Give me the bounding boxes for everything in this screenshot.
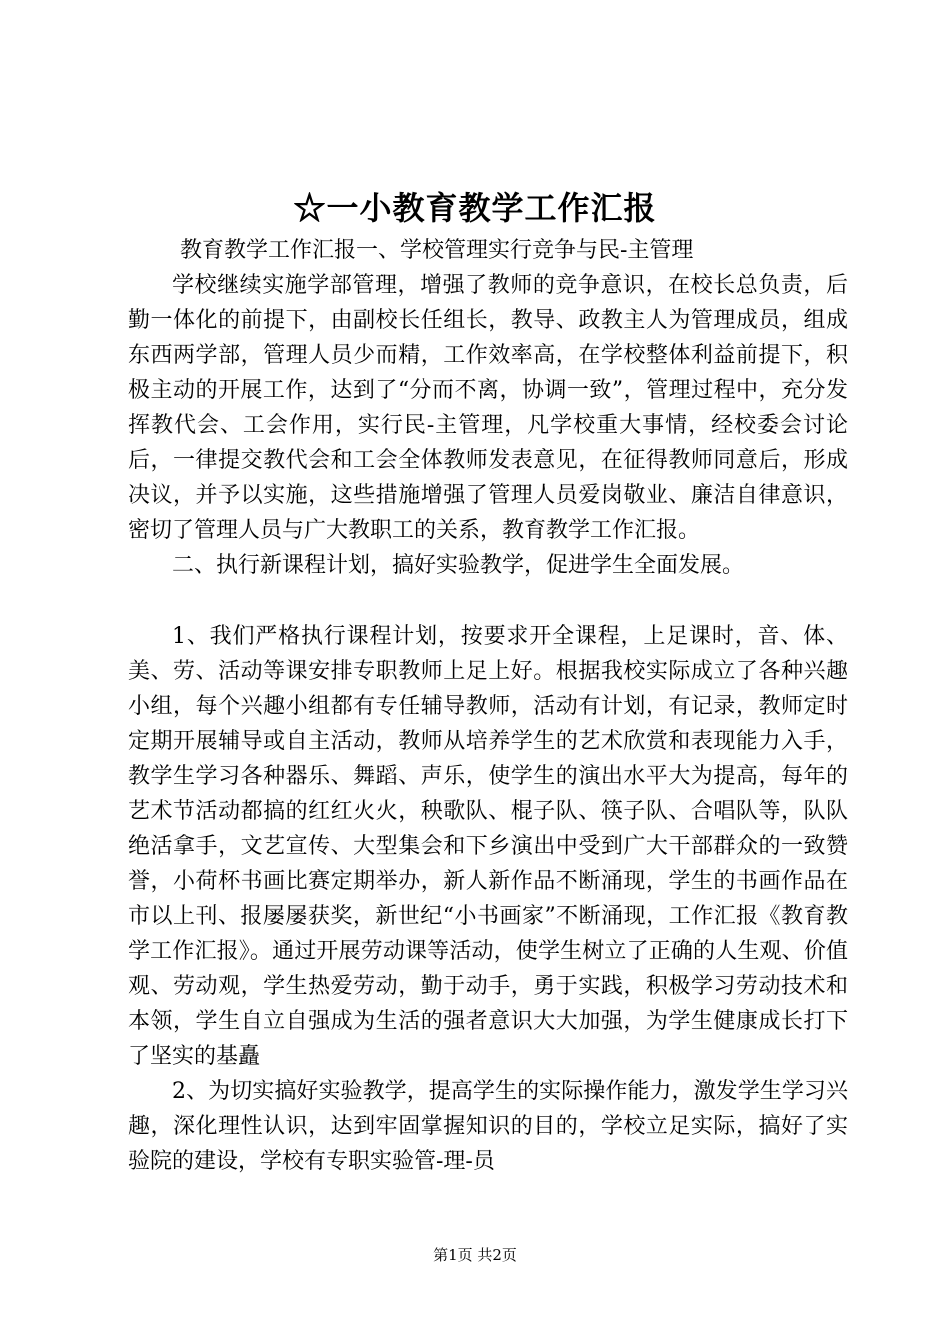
paragraph-experiment: 2、为切实搞好实验教学，提高学生的实际操作能力，激发学生学习兴趣，深化理性认识，达到牢固掌握知识的目的，学校立足实际，搞好了实验院的建设，学校有专职实验管-理-员 (128, 1079, 848, 1174)
paragraph-spacer (128, 583, 848, 619)
paragraph-heading-1: 教育教学工作汇报一、学校管理实行竞争与民-主管理 (180, 238, 694, 263)
document-title: ☆一小教育教学工作汇报 (293, 189, 657, 227)
paragraph-management: 学校继续实施学部管理，增强了教师的竞争意识，在校长总负责，后勤一体化的前提下，由副校长任组长，教导、政教主人为管理成员，组成东西两学部，管理人员少而精，工作效率高，在学校整体利益前提下，积极主动的开展工作，达到了“分而不离，协调一致”，管理过程中，充分发挥教代会、工会作用，实行民-主管理，凡学校重大事情，经校委会讨论后，一律提交教代会和工会全体教师发表意见，在征得教师同意后，形成决议，并予以实施，这些措施增强了管理人员爱岗敬业、廉洁自律意识，密切了管理人员与广大教职工的关系，教育教学工作汇报。 (128, 273, 848, 543)
paragraph-heading-2: 二、执行新课程计划，搞好实验教学，促进学生全面发展。 (172, 553, 745, 578)
paragraph-curriculum: 1、我们严格执行课程计划，按要求开全课程，上足课时，音、体、美、劳、活动等课安排专职教师上足上好。根据我校实际成立了各种兴趣小组，每个兴趣小组都有专任辅导教师，活动有计划，有记录，教师定时定期开展辅导或自主活动，教师从培养学生的艺术欣赏和表现能力入手，教学生学习各种器乐、舞蹈、声乐，使学生的演出水平大为提高，每年的艺术节活动都搞的红红火火，秧歌队、棍子队、筷子队、合唱队等，队队绝活拿手，文艺宣传、大型集会和下乡演出中受到广大干部群众的一致赞誉，小荷杯书画比赛定期举办，新人新作品不断涌现，学生的书画作品在市以上刊、报屡屡获奖，新世纪“小书画家”不断涌现，工作汇报《教育教学工作汇报》。通过开展劳动课等活动，使学生树立了正确的人生观、价值观、劳动观，学生热爱劳动，勤于动手，勇于实践，积极学习劳动技术和本领，学生自立自强成为生活的强者意识大大加强，为学生健康成长打下了坚实的基矗 (128, 624, 848, 1069)
page-number-footer: 第1页 共2页 (433, 1246, 517, 1264)
document-body (128, 233, 848, 1179)
